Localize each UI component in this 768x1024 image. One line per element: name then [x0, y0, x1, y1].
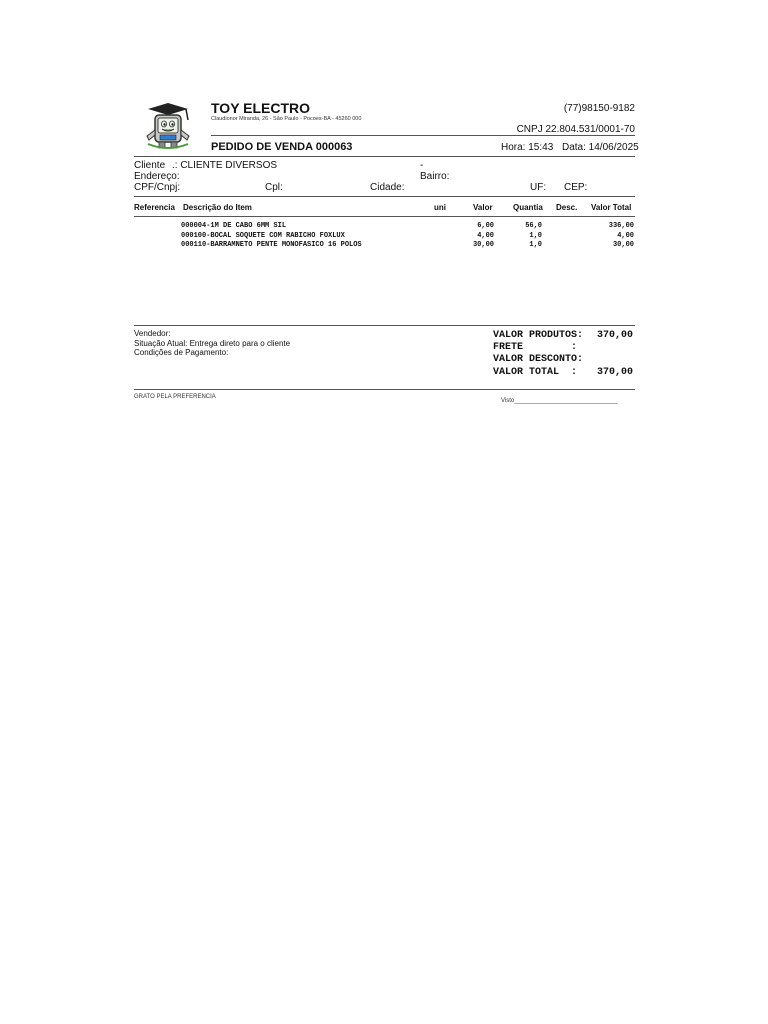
cep-label: CEP:: [564, 182, 588, 193]
table-row-quantia: 1,0: [529, 232, 542, 240]
uf-label: UF:: [530, 182, 547, 193]
col-quantia: Quantia: [513, 203, 543, 212]
grato-text: GRATO PELA PREFERENCIA: [134, 394, 216, 400]
table-row-valor: 4,00: [477, 232, 494, 240]
frete-label: FRETE: [493, 342, 524, 353]
endereco-label: Endereço:: [134, 171, 180, 182]
valor-produtos-value: 370,00: [596, 330, 633, 341]
table-row-item: 000100-BOCAL SOQUETE COM RABICHO FOXLUX: [181, 232, 345, 240]
company-phone: (77)98150-9182: [563, 103, 635, 114]
table-row-total: 30,00: [612, 241, 634, 249]
order-time: Hora: 15:43: [501, 142, 554, 153]
cpl-label: Cpl:: [265, 182, 283, 193]
condicoes-label: Condições de Pagamento:: [134, 348, 229, 357]
visto-signature-line: Visto_______________________________: [501, 398, 618, 404]
table-row-valor: 30,00: [472, 241, 494, 249]
table-row-item: 000110-BARRAMNETO PENTE MONOFASICO 16 POLOS: [181, 241, 362, 249]
cidade-label: Cidade:: [370, 182, 405, 193]
header-divider: [211, 135, 635, 136]
table-header-divider: [134, 216, 635, 217]
company-cnpj: CNPJ 22.804.531/0001-70: [516, 124, 635, 135]
order-divider: [134, 156, 635, 157]
company-name: TOY ELECTRO: [211, 100, 311, 116]
table-row-quantia: 56,0: [525, 222, 542, 230]
col-descricao: Descrição do Item: [183, 203, 252, 212]
col-referencia: Referencia: [134, 203, 175, 212]
cliente-dash: -: [420, 160, 424, 171]
frete-colon: :: [571, 342, 578, 353]
col-valor: Valor: [473, 203, 493, 212]
table-row-total: 4,00: [617, 232, 634, 240]
bottom-divider: [134, 389, 635, 390]
table-row-item: 000004-1M DE CABO 6MM SIL: [181, 222, 287, 230]
table-row-total: 336,00: [608, 222, 634, 230]
order-date: Data: 14/06/2025: [562, 142, 639, 153]
valor-total-value: 370,00: [596, 367, 633, 378]
company-logo: [142, 100, 194, 152]
cpf-label: CPF/Cnpj:: [134, 182, 181, 193]
col-desc: Desc.: [556, 203, 578, 212]
col-uni: uni: [434, 203, 446, 212]
customer-divider: [134, 196, 635, 197]
cliente-label: Cliente: [134, 160, 166, 171]
valor-total-colon: :: [571, 367, 578, 378]
col-valor-total: Valor Total: [591, 203, 632, 212]
situacao-label: Situação Atual: Entrega direto para o cliente: [134, 339, 291, 348]
valor-produtos-label: VALOR PRODUTOS:: [493, 330, 584, 341]
footer-divider: [134, 325, 635, 326]
company-address: Claudionor Miranda, 26 - São Paulo - Pocoes-BA - 45260 000: [211, 116, 362, 122]
table-row-valor: 6,00: [477, 222, 494, 230]
valor-total-label: VALOR TOTAL: [493, 367, 560, 378]
mascot-logo-icon: [142, 100, 194, 152]
order-title: PEDIDO DE VENDA 000063: [211, 141, 353, 153]
bairro-label: Bairro:: [420, 171, 450, 182]
table-row-quantia: 1,0: [529, 241, 542, 249]
cliente-value: .: CLIENTE DIVERSOS: [172, 160, 278, 171]
valor-desconto-label: VALOR DESCONTO:: [493, 354, 584, 365]
vendedor-label: Vendedor:: [134, 329, 171, 338]
